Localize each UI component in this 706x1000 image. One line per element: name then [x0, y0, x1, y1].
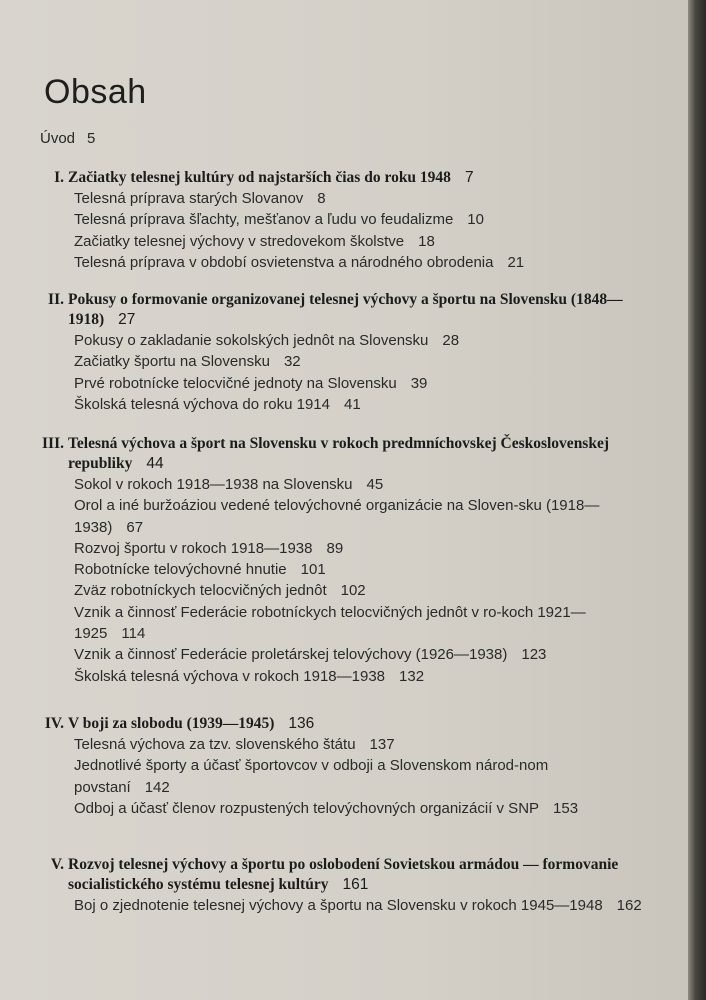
entry-page-number: 28 — [442, 332, 460, 349]
section-title: Telesná výchova a šport na Slovensku v rokoch predmníchovskej Československej republiky — [68, 435, 610, 472]
section-entries — [0, 734, 646, 819]
entry-page-number: 89 — [326, 539, 344, 557]
section-heading — [0, 168, 643, 188]
toc-entry — [74, 495, 646, 538]
entry-page-number: 21 — [507, 253, 525, 271]
entry-page-number: 102 — [340, 582, 366, 600]
section-numeral: III. — [42, 435, 64, 452]
toc-entry — [74, 755, 646, 798]
section-title: Rozvoj telesnej výchovy a športu po oslobodení Sovietskou armádou — formovanie socialistického systému telesnej kultúry — [68, 856, 619, 893]
entry-text: Telesná príprava starých Slovanov — [74, 190, 304, 207]
entry-text: Telesná príprava šľachty, mešťanov a ľudu vo feudalizme — [74, 211, 454, 229]
intro-entry — [40, 130, 95, 147]
section-title: Začiatky telesnej kultúry od najstarších čias do roku 1948 — [68, 169, 451, 186]
section-entries — [0, 474, 646, 687]
entry-text: Školská telesná výchova v rokoch 1918—1938 — [74, 667, 386, 685]
toc-entry — [74, 209, 646, 230]
section-page-number: 161 — [342, 876, 369, 893]
toc-entry — [74, 734, 646, 755]
section-3 — [0, 434, 690, 687]
entry-text: Telesná príprava v období osvietenstva a národného obrodenia — [74, 253, 494, 271]
book-edge — [688, 0, 706, 1000]
entry-page-number: 142 — [144, 778, 170, 796]
entry-page-number: 153 — [553, 799, 579, 817]
toc-entry — [74, 798, 646, 819]
section-numeral: II. — [48, 291, 64, 308]
entry-page-number: 101 — [300, 561, 326, 579]
section-page-number: 136 — [288, 715, 315, 732]
section-4 — [0, 714, 690, 819]
entry-text: Robotnícke telovýchovné hnutie — [74, 561, 287, 579]
toc-entry — [74, 188, 646, 209]
entry-page-number: 123 — [521, 646, 547, 664]
entry-text: Prvé robotnícke telocvičné jednoty na Slovensku — [74, 374, 397, 392]
entry-text: Školská telesná výchova do roku 1914 — [74, 395, 330, 413]
toc-entry — [74, 351, 646, 372]
toc-entry — [74, 895, 646, 916]
toc-entry — [74, 559, 646, 580]
entry-page-number: 162 — [616, 897, 642, 914]
entry-text: Vznik a činnosť Federácie robotníckych telocvičných jednôt v ro-koch 1921—1925 — [74, 603, 586, 643]
entry-page-number: 67 — [126, 518, 144, 536]
section-heading — [0, 434, 643, 474]
entry-text: Boj o zjednotenie telesnej výchovy a športu na Slovensku v rokoch 1945—1948 — [74, 897, 603, 914]
entry-page-number: 45 — [366, 476, 384, 493]
intro-page-number: 5 — [87, 130, 96, 147]
entry-page-number: 32 — [283, 353, 301, 371]
section-5 — [0, 855, 690, 916]
toc-entry — [74, 644, 646, 665]
entry-page-number: 8 — [317, 190, 326, 207]
entry-text: Jednotlivé športy a účasť športovcov v odboji a Slovenskom národ-nom povstaní — [74, 757, 549, 796]
entry-page-number: 39 — [410, 374, 428, 392]
toc-entry — [74, 580, 646, 601]
section-page-number: 7 — [464, 169, 474, 186]
toc-entry — [74, 602, 646, 645]
entry-page-number: 132 — [399, 667, 425, 685]
entry-text: Sokol v rokoch 1918—1938 na Slovensku — [74, 476, 353, 493]
entry-text: Telesná výchova za tzv. slovenského štátu — [74, 736, 356, 753]
section-entries — [0, 188, 646, 273]
section-entries — [0, 330, 646, 415]
toc-entry — [74, 666, 646, 687]
toc-entry — [74, 231, 646, 252]
section-1 — [0, 168, 690, 273]
toc-entry — [74, 330, 646, 351]
entry-text: Začiatky športu na Slovensku — [74, 353, 270, 371]
section-page-number: 27 — [118, 311, 136, 328]
entry-page-number: 114 — [121, 625, 146, 643]
entry-page-number: 10 — [467, 211, 484, 229]
toc-entry — [74, 394, 646, 415]
toc-entry — [74, 373, 646, 394]
entry-text: Začiatky telesnej výchovy v stredovekom školstve — [74, 232, 405, 250]
section-page-number: 44 — [146, 455, 164, 472]
entry-text: Rozvoj športu v rokoch 1918—1938 — [74, 539, 313, 557]
intro-label: Úvod — [40, 130, 76, 147]
entry-page-number: 18 — [418, 232, 435, 250]
section-heading — [0, 714, 643, 734]
section-numeral: I. — [54, 169, 64, 186]
entry-page-number: 41 — [344, 395, 361, 413]
section-heading — [0, 855, 643, 895]
section-title: Pokusy o formovanie organizovanej telesnej výchovy a športu na Slovensku (1848—1918) — [68, 291, 623, 328]
section-2 — [0, 290, 690, 415]
entry-text: Orol a iné buržoáziou vedené telovýchovné organizácie na Sloven-sku (1918—1938) — [74, 497, 600, 536]
toc-entry — [74, 538, 646, 559]
page-title: Obsah — [44, 72, 147, 111]
toc-entry — [74, 252, 646, 273]
entry-text: Odboj a účasť členov rozpustených telovýchovných organizácií v SNP — [74, 799, 540, 817]
section-heading — [0, 290, 643, 330]
toc-entry — [74, 474, 646, 495]
section-numeral: IV. — [44, 715, 64, 732]
entry-text: Zväz robotníckych telocvičných jednôt — [74, 582, 327, 600]
entry-text: Vznik a činnosť Federácie proletárskej telovýchovy (1926—1938) — [74, 646, 508, 664]
entry-page-number: 137 — [369, 736, 395, 753]
section-numeral: V. — [50, 856, 64, 873]
entry-text: Pokusy o zakladanie sokolských jednôt na Slovensku — [74, 332, 429, 349]
section-entries — [0, 895, 646, 916]
section-title: V boji za slobodu (1939—1945) — [68, 715, 275, 732]
